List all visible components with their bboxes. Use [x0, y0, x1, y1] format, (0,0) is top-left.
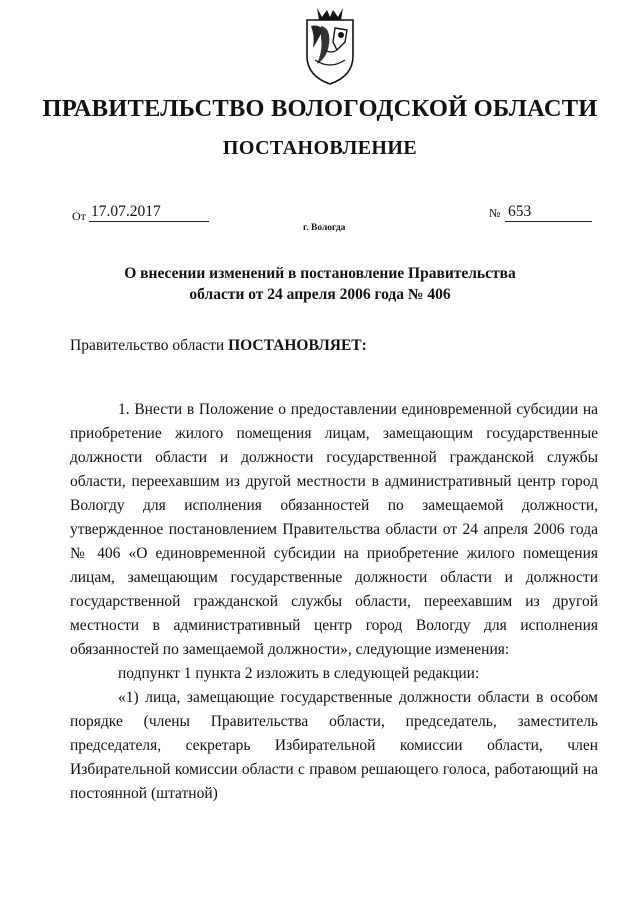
- city-label: г. Вологда: [303, 223, 346, 233]
- document-body: [70, 398, 598, 806]
- document-type: ПОСТАНОВЛЕНИЕ: [222, 137, 418, 159]
- date-label: От: [72, 209, 86, 223]
- paragraph-2: подпункт 1 пункта 2 изложить в следующей редакции:: [118, 665, 480, 682]
- document-date: 17.07.2017: [89, 202, 209, 222]
- document-heading: [0, 263, 640, 305]
- resolution-line: [70, 337, 367, 355]
- heading-line-1: О внесении изменений в постановление Правительства: [124, 265, 516, 282]
- organization-title: ПРАВИТЕЛЬСТВО ВОЛОГОДСКОЙ ОБЛАСТИ: [42, 95, 598, 122]
- coat-of-arms-icon: [301, 4, 359, 86]
- number-label: №: [489, 206, 501, 220]
- paragraph-1: 1. Внести в Положение о предоставлении единовременной субсидии на приобретение жилого помещения лицам, замещающим государственные должности области и должности государственной гражданской службы области, переехавшим из другой местности в административный центр город Вологду для исполнения обязанностей по замещаемой должности, утвержденное постановлением Правительства области от 24 апреля 2006 года № 406 «О единовременной субсидии на приобретение жилого помещения лицам, замещающим государственные должности области и должности государственной гражданской службы области, переехавшим из другой местности в административный центр город Вологду для исполнения обязанностей по замещаемой должности», следующие изменения:: [70, 401, 598, 658]
- resolution-prefix: Правительство области: [70, 337, 229, 354]
- resolution-verb: ПОСТАНОВЛЯЕТ:: [228, 337, 367, 354]
- paragraph-3: «1) лица, замещающие государственные должности области в особом порядке (члены Правительства области, председатель, заместитель председателя, секретарь Избирательной комиссии области, член Избирательной комиссии области с правом решающего голоса, работающий на постоянной (штатной): [70, 689, 598, 802]
- document-number: 653: [505, 202, 592, 222]
- heading-line-2: области от 24 апреля 2006 года № 406: [189, 286, 451, 303]
